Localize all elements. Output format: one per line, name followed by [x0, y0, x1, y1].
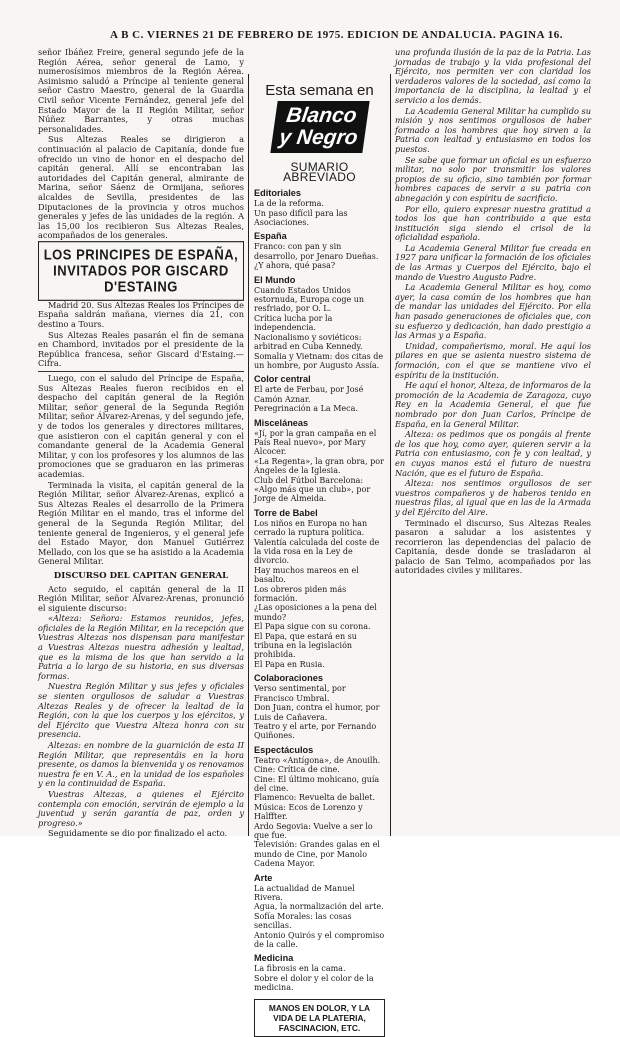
- section-line: Un paso difícil para las Asociaciones.: [254, 208, 348, 228]
- logo-line-1: Blanco: [284, 104, 358, 128]
- speech-paragraph: Unidad, compañerismo, moral. He aquí los pilares en que se asienta nuestro sistema de formación, con el que se mantiene vivo el espíritu de la institución.: [395, 340, 591, 380]
- section-title: Medicina: [254, 953, 294, 964]
- speech-paragraph: «Alteza: Señora: Estamos reunidos, jefes, oficiales de la Región Militar, en la recepción que Vuestras Altezas nos dispensan para manifestar a Vuestras Altezas nuestra adhesión y lealtad, que es la misma de los que han servido a la Patria a lo largo de su historia, en sus diversas formas.: [38, 613, 244, 681]
- summary-section: [254, 374, 385, 413]
- section-line: El Papa sigue con su corona.: [254, 622, 371, 632]
- section-line: El Papa, que estará en su tribuna en la legislación prohibida.: [254, 631, 357, 660]
- section-line: Teatro y el arte, por Fernando Quiñones.: [254, 721, 377, 741]
- section-line: Cine: Crítica de cine.: [254, 765, 340, 775]
- speech-paragraph: He aquí el honor, Alteza, de informaros de la promoción de la Academia de Zaragoza, cuyo Rey en la Academia General, el que fue nombrado por don Juan Carlos, Príncipe de España, en la General Militar.: [395, 380, 591, 429]
- boxed-headline: LOS PRINCIPES DE ESPAÑA, INVITADOS POR GISCARD D'ESTAING: [38, 241, 244, 301]
- section-title: Espectáculos: [254, 744, 314, 755]
- section-line: Teatro «Antígona», de Anouilh.: [254, 755, 381, 765]
- summary-section: [254, 275, 385, 371]
- section-line: Franco: con pan y sin desarrollo, por Jenaro Dueñas.: [254, 242, 379, 261]
- summary-section: [254, 953, 385, 992]
- section-line: Sofía Morales: las cosas sencillas.: [254, 911, 352, 931]
- section-line: La de la reforma.: [254, 199, 324, 209]
- article-paragraph: Terminada la visita, el capitán general de la Región Militar, señor Álvarez-Arenas, explicó a Sus Altezas Reales el desarrollo de la Primera Región Militar en el mando, tras el informe del general de la Segunda Región Militar, del teniente general de Ingenieros, y el general jefe del Estado Mayor, don Manuel Gutiérrez Mellado, con los que se ha asistido a la Academia General Militar.: [38, 479, 244, 567]
- page-header: A B C. VIERNES 21 DE FEBRERO DE 1975. EDICION DE ANDALUCIA. PAGINA 16.: [110, 29, 563, 41]
- magazine-summary-box: [248, 74, 391, 1033]
- section-line: Los niños en Europa no han cerrado la ruptura política.: [254, 518, 368, 538]
- section-line: Ardo Segovia: Vuelve a ser lo que fue.: [254, 821, 373, 840]
- speech-paragraph: La Academia General Militar es hoy, como ayer, la casa común de los hombres que han de mandar las unidades del Ejército. Por ella han pasado generaciones de oficiales que, con su esfuerzo y dedicación, han dado prestigio a las Armas y a España.: [395, 282, 591, 341]
- speech-paragraph: Por ello, quiero expresar nuestra gratitud a todos los que han contribuido a que esta institución siga siendo el crisol de la oficialidad española.: [395, 203, 591, 243]
- section-line: Hay muchos mareos en el basalto.: [254, 565, 359, 585]
- blanco-y-negro-logo: [270, 101, 369, 153]
- section-line: Somalia y Vietnam: dos citas de un hombre, por Augusto Assía.: [254, 351, 384, 370]
- section-title: El Mundo: [254, 274, 296, 285]
- section-line: Cuando Estados Unidos estornuda, Europa coge un resfriado, por O. L.: [254, 285, 365, 314]
- article-paragraph: Luego, con el saludo del Príncipe de España, Sus Altezas Reales fueron recibidos en el despacho del capitán general de la Región Militar, señor general de la Segunda Región Militar, señor Álvarez-Arenas, y del segundo jefe, y de todos los generales y directores militares, que asistieron con el capitán general y con el comandante general de la Academia General Militar, y con los profesores y los alumnos de las promociones que se graduaron en las primeras academias.: [38, 373, 244, 479]
- speech-paragraph: La Academia General Militar fue creada en 1927 para unificar la formación de los oficiales de las Armas y Cuerpos del Ejército, bajo el mando de Vuestro Augusto Padre.: [395, 242, 591, 282]
- section-line: ¿Las oposiciones a la pena del mundo?: [254, 603, 377, 622]
- section-line: «La Regenta», la gran obra, por Ángeles de la Iglesia.: [254, 456, 384, 476]
- section-line: ¿Y ahora, qué pasa?: [254, 261, 336, 271]
- article-paragraph: Acto seguido, el capitán general de la II Región Militar, señor Álvarez-Arenas, pronunció el siguiente discurso:: [38, 583, 244, 613]
- section-line: Valentía calculada del coste de la vida rosa en la Ley de divorcio.: [254, 537, 380, 566]
- section-line: La fibrosis en la cama.: [254, 964, 346, 974]
- summary-section: [254, 745, 385, 869]
- section-line: Peregrinación a La Meca.: [254, 404, 358, 414]
- speech-paragraph: Vuestras Altezas, a quienes el Ejército contempla con emoción, servirán de ejemplo a la juventud y serán garantía de paz, orden y progreso.»: [38, 788, 244, 828]
- section-line: Cine: El último mohicano, guía del cine.: [254, 774, 380, 793]
- section-line: Don Juan, contra el humor, por Luis de Cañavera.: [254, 703, 380, 722]
- article-paragraph: señor Ibáñez Freire, general segundo jefe de la Región Aérea, señor general de Lamo, y numerosísimos miembros de la Región Aérea. Asimismo saludó a Príncipe al teniente general señor Castro Maestro, general de la Guardia Civil señor Vicente Fernández, general jefe del Estado Mayor de la II Región Militar, señor Núñez Barrantes, y otras muchas personalidades.: [38, 47, 244, 134]
- section-line: Club del Fútbol Barcelona: «Algo más que un club», por Jorge de Almeida.: [254, 475, 371, 504]
- section-title: Colaboraciones: [254, 673, 323, 684]
- section-line: Antonio Quirós y el compromiso de la calle.: [254, 930, 385, 950]
- section-title: Arte: [254, 872, 273, 883]
- summary-section: [254, 508, 385, 670]
- article-paragraph: Terminado el discurso, Sus Altezas Reales pasaron a saludar a los asistentes y recorrieron las dependencias del palacio de Capitanía, desde donde se trasladaron al palacio de San Telmo, acompañados por las autoridades civiles y militares.: [395, 517, 591, 576]
- section-line: Crítica lucha por la independencia.: [254, 313, 333, 333]
- section-subheading: DISCURSO DEL CAPITAN GENERAL: [53, 570, 229, 581]
- summary-section: [254, 873, 385, 950]
- week-heading: Esta semana en: [265, 82, 374, 99]
- divider: [38, 371, 244, 372]
- section-title: Misceláneas: [254, 417, 309, 428]
- speech-paragraph: La Academia General Militar ha cumplido su misión y nos sentimos orgullosos de haber formado a los hombres que hoy sirven a la Patria con lealtad y entusiasmo en todos los puestos.: [395, 105, 591, 154]
- article-paragraph: Sus Altezas Reales pasarán el fin de semana en Chambord, invitados por el presidente de la República francesa, señor Giscard d'Estaing.—Cifra.: [38, 329, 244, 369]
- section-line: Nacionalismo y soviéticos: arbitrad en Cuba Kennedy.: [254, 332, 363, 352]
- summary-section: [254, 673, 385, 740]
- summary-heading: SUMARIO ABREVIADO: [283, 160, 356, 184]
- section-line: Música: Ecos de Lorenzo y Halffter.: [254, 802, 363, 822]
- section-line: Sobre el dolor y el color de la medicina.: [254, 973, 374, 993]
- summary-section: [254, 418, 385, 504]
- section-line: Los obreros piden más formación.: [254, 584, 347, 604]
- section-line: Agua, la normalización del arte.: [254, 902, 384, 912]
- left-column: [38, 47, 244, 839]
- speech-paragraph: Alteza: nos sentimos orgullosos de ser vuestros compañeros y de haberos tenido en nuestras filas, al igual que en las de la Armada y del Ejército del Aire.: [395, 478, 591, 517]
- section-line: El arte de Ferbau, por José Camón Aznar.: [254, 385, 364, 404]
- article-paragraph: Sus Altezas Reales se dirigieron a continuación al palacio de Capitanía, donde fue ofrecido un vino de honor en el despacho del capitán general. Allí se encontraban las autoridades del Capitán general, almirante de Marina, señor Sáenz de Ormijana, señores alcaldes de Sevilla, presidentes de las Diputaciones de la provincia y otros muchos generales y jefes de las unidades de la región. A las 15,00 los recibieron Sus Altezas Reales, acompañados de los generales.: [38, 134, 244, 241]
- article-paragraph: Seguidamente se dio por finalizado el acto.: [48, 828, 228, 839]
- section-title: Color central: [254, 374, 311, 385]
- speech-paragraph: Alteza: os pedimos que os pongáis al frente de los que hoy, como ayer, quieren servir a la Patria con entusiasmo, con fe y con lealtad, y en cuyas manos está el futuro de nuestra Nación, que es el futuro de España.: [395, 429, 591, 478]
- right-column: [395, 48, 591, 836]
- speech-paragraph: Altezas: en nombre de la guarnición de esta II Región Militar, que representáis en la hora presente, os damos la bienvenida y os renovamos nuestra fe en V. A., en la unidad de los españoles y en la continuidad de España.: [38, 740, 244, 789]
- article-paragraph: Madrid 20. Sus Altezas Reales los Príncipes de España saldrán mañana, viernes día 21, con destino a Tours.: [38, 299, 244, 330]
- section-title: Torre de Babel: [254, 507, 318, 518]
- speech-paragraph: Se sabe que formar un oficial es un esfuerzo militar, no solo por transmitir los valores propios de su oficio, sino también por formar hombres capaces de servir a su patria con abnegación y con espíritu de sacrificio.: [395, 154, 591, 203]
- section-line: La actualidad de Manuel Rivera.: [254, 883, 355, 902]
- section-line: «Jí, por la gran campaña en el País Real nuevo», por Mary Alcocer.: [254, 428, 377, 457]
- section-line: Flamenco: Revuelta de ballet.: [254, 793, 376, 803]
- logo-line-2: y Negro: [277, 126, 359, 150]
- section-title: España: [254, 231, 287, 242]
- speech-paragraph: una profunda ilusión de la paz de la Patria. Las jornadas de trabajo y la vida profesional del Ejército, nos permiten ver con claridad los verdaderos valores de la sociedad, así como la importancia de la disciplina, la lealtad y el servicio a los demás.: [395, 47, 591, 105]
- section-title: Editoriales: [254, 188, 301, 199]
- section-line: El Papa en Rusia.: [254, 659, 325, 669]
- summary-section: [254, 231, 385, 270]
- section-line: Televisión: Grandes galas en el mundo de Cine, por Manolo Cadena Mayor.: [254, 840, 380, 869]
- bottom-promo-box: MANOS EN DOLOR, Y LA VIDA DE LA PLATERIA, FASCINACION, ETC.: [254, 999, 385, 1037]
- summary-section: [254, 188, 385, 227]
- speech-paragraph: Nuestra Región Militar y sus jefes y oficiales se sienten orgullosos de saludar a Vuestras Altezas Reales y de ofrecer la lealtad de la Región, con la que los cuerpos y los ejércitos, y del Ejército que Vuestra Alteza honra con su presencia.: [38, 681, 244, 740]
- section-line: Verso sentimental, por Francisco Umbral.: [254, 684, 346, 703]
